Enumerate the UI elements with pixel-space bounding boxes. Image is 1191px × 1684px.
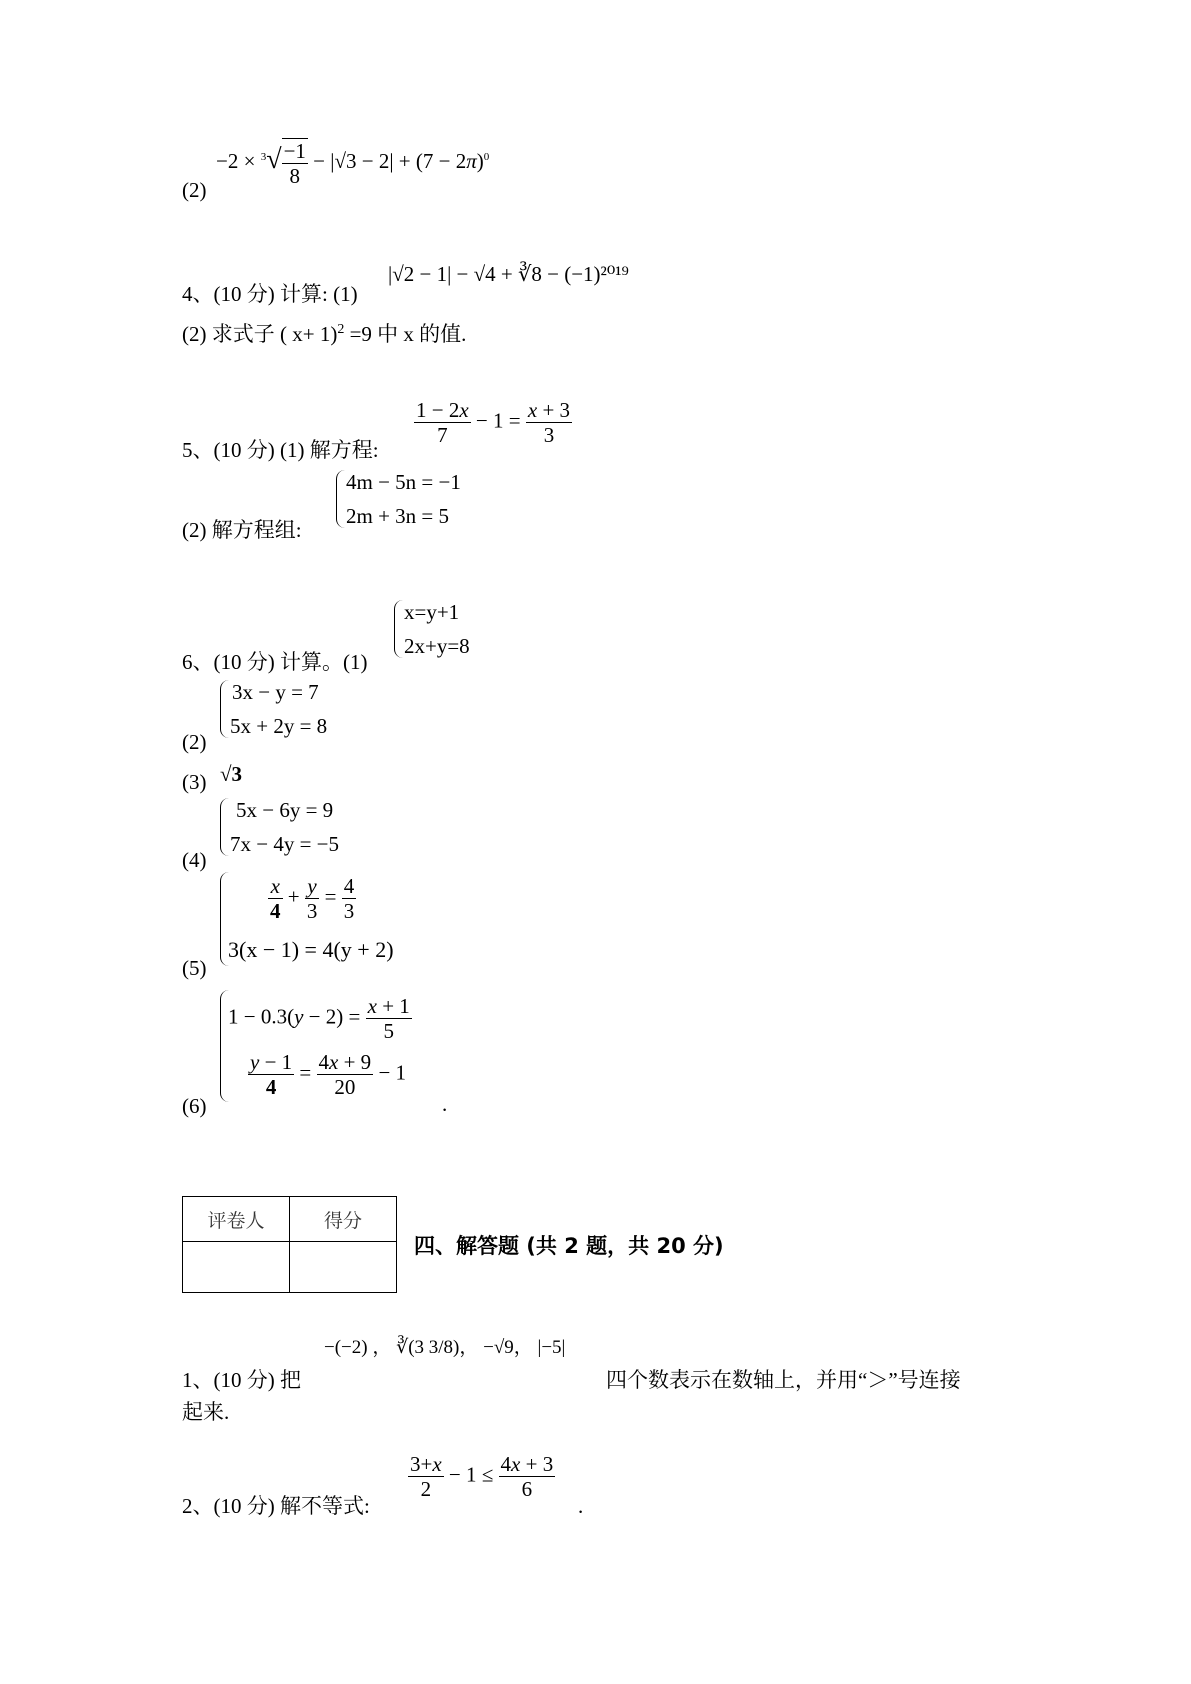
problem6-4-eq2: 7x − 4y = −5 — [230, 832, 340, 856]
problem6-1-brace — [394, 600, 403, 658]
q1-prefix: 1、(10 分) 把 — [182, 1368, 301, 1392]
q1-line2: 起来. — [182, 1400, 230, 1424]
problem5-2-eq1: 4m − 5n = −1 — [346, 470, 461, 494]
problem6-6-eq2: $\frac{y - 1}{4}$ = $\frac{4x + 9}{20}$ − 1 — [250, 1050, 407, 1099]
problem6-2-eq1: 3x − y = 7 — [232, 680, 319, 704]
problem6-6-period: . — [442, 1092, 448, 1116]
q2-period: . — [578, 1494, 584, 1518]
problem5-2-brace — [336, 470, 345, 528]
problem6-3-expression: √3 — [220, 762, 243, 786]
problem6-5-label: (5) — [182, 956, 207, 980]
q2-inequality: $\frac{3+x}{2}$ − 1 ≤ $\frac{4x + 3}{6}$ — [410, 1452, 554, 1501]
problem5-1-equation: $\frac{1 - 2x}{7}$ − 1 = $\frac{x + 3}{3}$ — [416, 398, 571, 447]
problem6-5-eq2: 3(x − 1) = 4(y + 2) — [228, 937, 394, 962]
problem6-2-eq2: 5x + 2y = 8 — [230, 714, 328, 738]
problem5-prefix: 5、(10 分) (1) 解方程: — [182, 438, 379, 462]
score-table — [182, 1196, 397, 1293]
problem6-6-label: (6) — [182, 1094, 207, 1118]
problem5-2-prefix: (2) 解方程组: — [182, 518, 302, 542]
problem6-1-eq2: 2x+y=8 — [404, 634, 470, 658]
problem6-2-label: (2) — [182, 730, 207, 754]
section4-title: 四、解答题 (共 2 题，共 20 分) — [414, 1234, 724, 1258]
problem6-4-brace — [220, 798, 229, 856]
grader-header: 评卷人 — [183, 1197, 290, 1242]
problem6-4-eq1: 5x − 6y = 9 — [236, 798, 334, 822]
problem4-1-expression: |√2 − 1| − √4 + ∛8 − (−1)²⁰¹⁹ — [388, 262, 629, 286]
problem3-2-label: (2) — [182, 178, 207, 202]
q1-suffix: 四个数表示在数轴上，并用“＞”号连接 — [606, 1368, 961, 1392]
problem6-4-label: (4) — [182, 848, 207, 872]
problem6-1-eq1: x=y+1 — [404, 600, 460, 624]
problem6-prefix: 6、(10 分) 计算。(1) — [182, 650, 368, 674]
problem6-3-label: (3) — [182, 770, 207, 794]
score-cell — [290, 1242, 397, 1293]
problem6-2-brace — [220, 680, 229, 738]
problem3-2-expression: −2 × $^3$√ $\frac{-1}{8}$ − $|√3 - 2| + (7 - 2\pi)^0$ — [216, 139, 490, 188]
problem4-prefix: 4、(10 分) 计算: (1) — [182, 282, 358, 306]
problem4-2-text: (2) 求式子 ( x+ 1)$^2$ =9 中 x 的值. — [182, 322, 467, 346]
q2-prefix: 2、(10 分) 解不等式: — [182, 1494, 370, 1518]
problem6-6-eq1: 1 − 0.3(y − 2) = $\frac{x + 1}{5}$ — [228, 994, 410, 1043]
q1-numbers: −(−2) ， ∛(3 3/8)， −√9， |−5| — [324, 1337, 566, 1358]
grader-cell — [183, 1242, 290, 1293]
problem5-2-eq2: 2m + 3n = 5 — [346, 504, 450, 528]
problem6-5-eq1: $\frac{x}{4}$ + $\frac{y}{3}$ = $\frac{4}{3}$ — [270, 874, 355, 923]
score-header: 得分 — [290, 1197, 397, 1242]
